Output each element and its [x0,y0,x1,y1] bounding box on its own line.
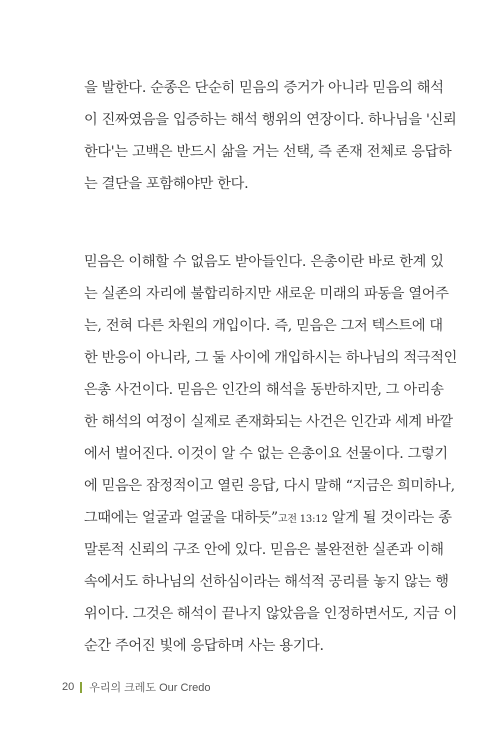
text-line: 는 결단을 포함해야만 한다. [84,176,249,192]
paragraph-1 [84,72,457,200]
text-line: 에 믿음은 잠정적이고 열린 응답, 다시 말해 “지금은 희미하나, [84,478,455,494]
book-title: 우리의 크레도 Our Credo [89,682,211,694]
paragraph-2 [84,246,458,662]
text-line: 위이다. 그것은 해석이 끝나지 않았음을 인정하면서도, 지금 이 [84,606,458,622]
text-line: 는 실존의 자리에 불합리하지만 새로운 미래의 파동을 열어주 [84,286,449,302]
text-line: 속에서도 하나님의 선하심이라는 해석적 공리를 놓지 않는 행 [84,574,449,590]
text-line: 이 진짜였음을 입증하는 해석 행위의 연장이다. 하나님을 '신뢰 [84,112,457,128]
text-line: 믿음은 이해할 수 없음도 받아들인다. 은총이란 바로 한계 있 [84,254,444,270]
text-line: 한 해석의 여정이 실제로 존재화되는 사건은 인간과 세계 바깥 [84,414,453,430]
text-line: 순간 주어진 빛에 응답하며 사는 용기다. [84,638,324,654]
text-line: 한 반응이 아니라, 그 둘 사이에 개입하시는 하나님의 적극적인 [84,350,458,366]
text-line: 에서 벌어진다. 이것이 알 수 없는 은총이요 선물이다. 그렇기 [84,446,448,462]
citation-before: 그때에는 얼굴과 얼굴을 대하듯” [84,510,278,526]
footer-divider-bar [80,682,82,693]
page-number: 20 [62,681,75,693]
citation-after: 알게 될 것이라는 종 [327,510,452,526]
text-line-with-citation [84,502,452,534]
page-footer [62,679,210,695]
text-line: 은총 사건이다. 믿음은 인간의 해석을 동반하지만, 그 아리송 [84,382,444,398]
text-line: 말론적 신뢰의 구조 안에 있다. 믿음은 불완전한 실존과 이해 [84,542,444,558]
text-line: 을 발한다. 순종은 단순히 믿음의 증거가 아니라 믿음의 해석 [84,80,444,96]
text-line: 한다'는 고백은 반드시 삶을 거는 선택, 즉 존재 전체로 응답하 [84,144,452,160]
text-line: 는, 전혀 다른 차원의 개입이다. 즉, 믿음은 그저 텍스트에 대 [84,318,443,334]
bible-citation: 고전 13:12 [277,514,328,525]
